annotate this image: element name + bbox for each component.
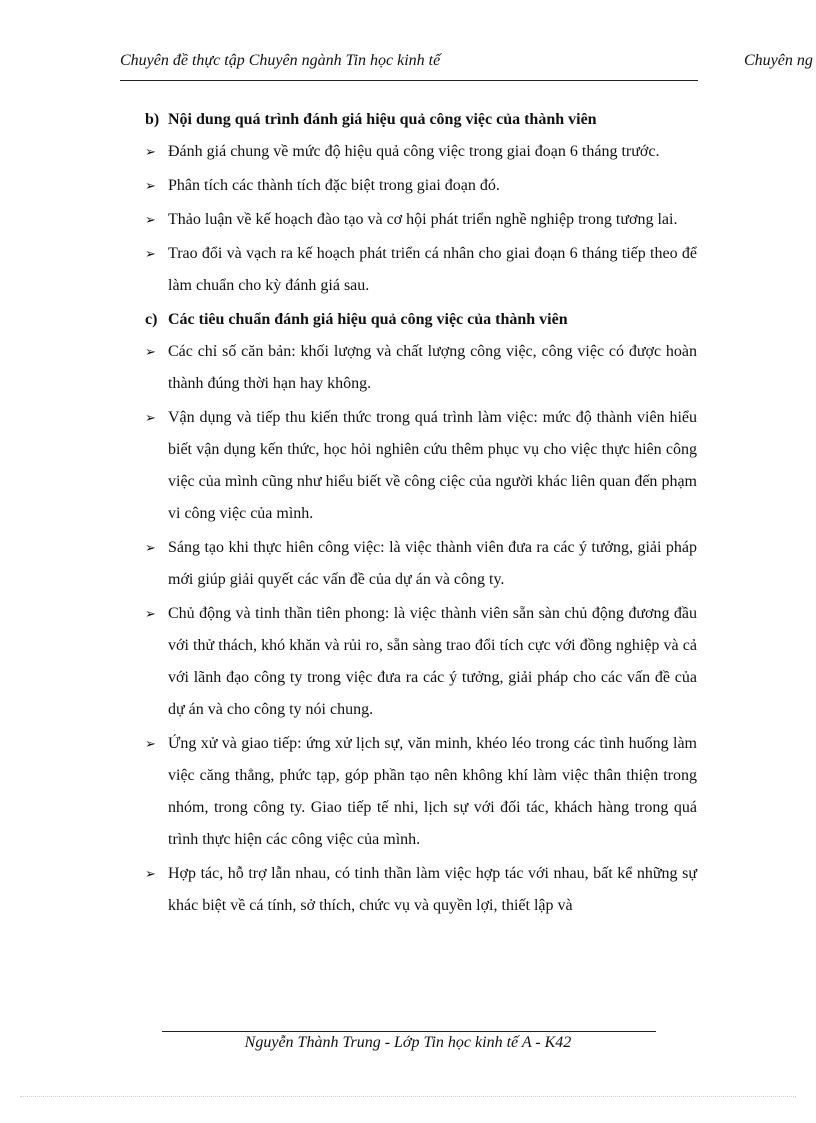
list-item-text: Sáng tạo khi thực hiên công việc: là việc thành viên đưa ra các ý tưởng, giải pháp mới giúp giải quyết các vấn đề của dự án và công ty. bbox=[168, 539, 697, 588]
list-item bbox=[145, 598, 697, 726]
arrow-bullet-icon: ➢ bbox=[145, 344, 156, 359]
list-item bbox=[145, 136, 697, 168]
section-heading-b bbox=[145, 104, 697, 136]
arrow-bullet-icon: ➢ bbox=[145, 540, 156, 555]
list-item-text: Ứng xử và giao tiếp: ứng xử lịch sự, văn minh, khéo léo trong các tình huống làm việc căng thẳng, phức tạp, góp phần tạo nên không khí làm việc thân thiện trong nhóm, trong công ty. Giao tiếp tế nhi, lịch sự với đối tác, khách hàng trong quá trình thực hiện các công việc của mình. bbox=[168, 735, 697, 848]
arrow-bullet-icon: ➢ bbox=[145, 212, 156, 227]
section-title: Các tiêu chuẩn đánh giá hiệu quả công việc của thành viên bbox=[168, 311, 568, 328]
arrow-bullet-icon: ➢ bbox=[145, 410, 156, 425]
list-item bbox=[145, 170, 697, 202]
section-marker: b) bbox=[145, 111, 160, 128]
list-item-text: Vận dụng và tiếp thu kiến thức trong quá trình làm việc: mức độ thành viên hiểu biết vận dụng kến thức, học hỏi nghiên cứu thêm phục vụ cho việc thực hiên công việc của mình cũng như hiểu biết về công ciệc của người khác liên quan đến phạm vi công việc của mình. bbox=[168, 409, 697, 522]
header-divider bbox=[120, 80, 698, 81]
arrow-bullet-icon: ➢ bbox=[145, 736, 156, 751]
arrow-bullet-icon: ➢ bbox=[145, 246, 156, 261]
page-header-title-overflow: Chuyên ng bbox=[744, 52, 813, 69]
list-item-text: Thảo luận về kế hoạch đào tạo và cơ hội phát triển nghề nghiệp trong tương lai. bbox=[168, 211, 678, 228]
page-edge-divider bbox=[20, 1096, 796, 1097]
arrow-bullet-icon: ➢ bbox=[145, 866, 156, 881]
list-item-text: Hợp tác, hỗ trợ lẫn nhau, có tinh thần làm việc hợp tác với nhau, bất kể những sự khác biệt về cá tính, sở thích, chức vụ và quyền lợi, thiết lập và bbox=[168, 865, 697, 914]
list-item bbox=[145, 336, 697, 400]
list-item-text: Trao đổi và vạch ra kế hoạch phát triển cá nhân cho giai đoạn 6 tháng tiếp theo để làm chuẩn cho kỳ đánh giá sau. bbox=[168, 245, 697, 294]
list-item bbox=[145, 238, 697, 302]
list-item-text: Đánh giá chung về mức độ hiệu quả công việc trong giai đoạn 6 tháng trước. bbox=[168, 143, 660, 160]
list-item bbox=[145, 402, 697, 530]
section-title: Nội dung quá trình đánh giá hiệu quả công việc của thành viên bbox=[168, 111, 597, 128]
list-item bbox=[145, 728, 697, 856]
footer-divider bbox=[162, 1031, 656, 1032]
document-body bbox=[145, 104, 697, 924]
page-footer: Nguyễn Thành Trung - Lớp Tin học kinh tế A - K42 bbox=[244, 1034, 572, 1051]
page-header-title: Chuyên đề thực tập Chuyên ngành Tin học kinh tế bbox=[120, 52, 441, 69]
section-marker: c) bbox=[145, 311, 158, 328]
list-item-text: Chủ động và tinh thần tiên phong: là việc thành viên sẵn sàn chủ động đương đầu với thử thách, khó khăn và rủi ro, sẵn sàng trao đổi tích cực với đồng nghiệp và cả với lãnh đạo công ty trong việc đưa ra các ý tưởng, giải pháp cho các vấn đề của dự án và cho công ty nói chung. bbox=[168, 605, 697, 718]
list-item-text: Phân tích các thành tích đặc biệt trong giai đoạn đó. bbox=[168, 177, 500, 194]
list-item bbox=[145, 204, 697, 236]
arrow-bullet-icon: ➢ bbox=[145, 606, 156, 621]
arrow-bullet-icon: ➢ bbox=[145, 178, 156, 193]
arrow-bullet-icon: ➢ bbox=[145, 144, 156, 159]
list-item bbox=[145, 858, 697, 922]
list-item bbox=[145, 532, 697, 596]
section-heading-c bbox=[145, 304, 697, 336]
list-item-text: Các chỉ số căn bản: khối lượng và chất lượng công việc, công việc có được hoàn thành đúng thời hạn hay không. bbox=[168, 343, 697, 392]
